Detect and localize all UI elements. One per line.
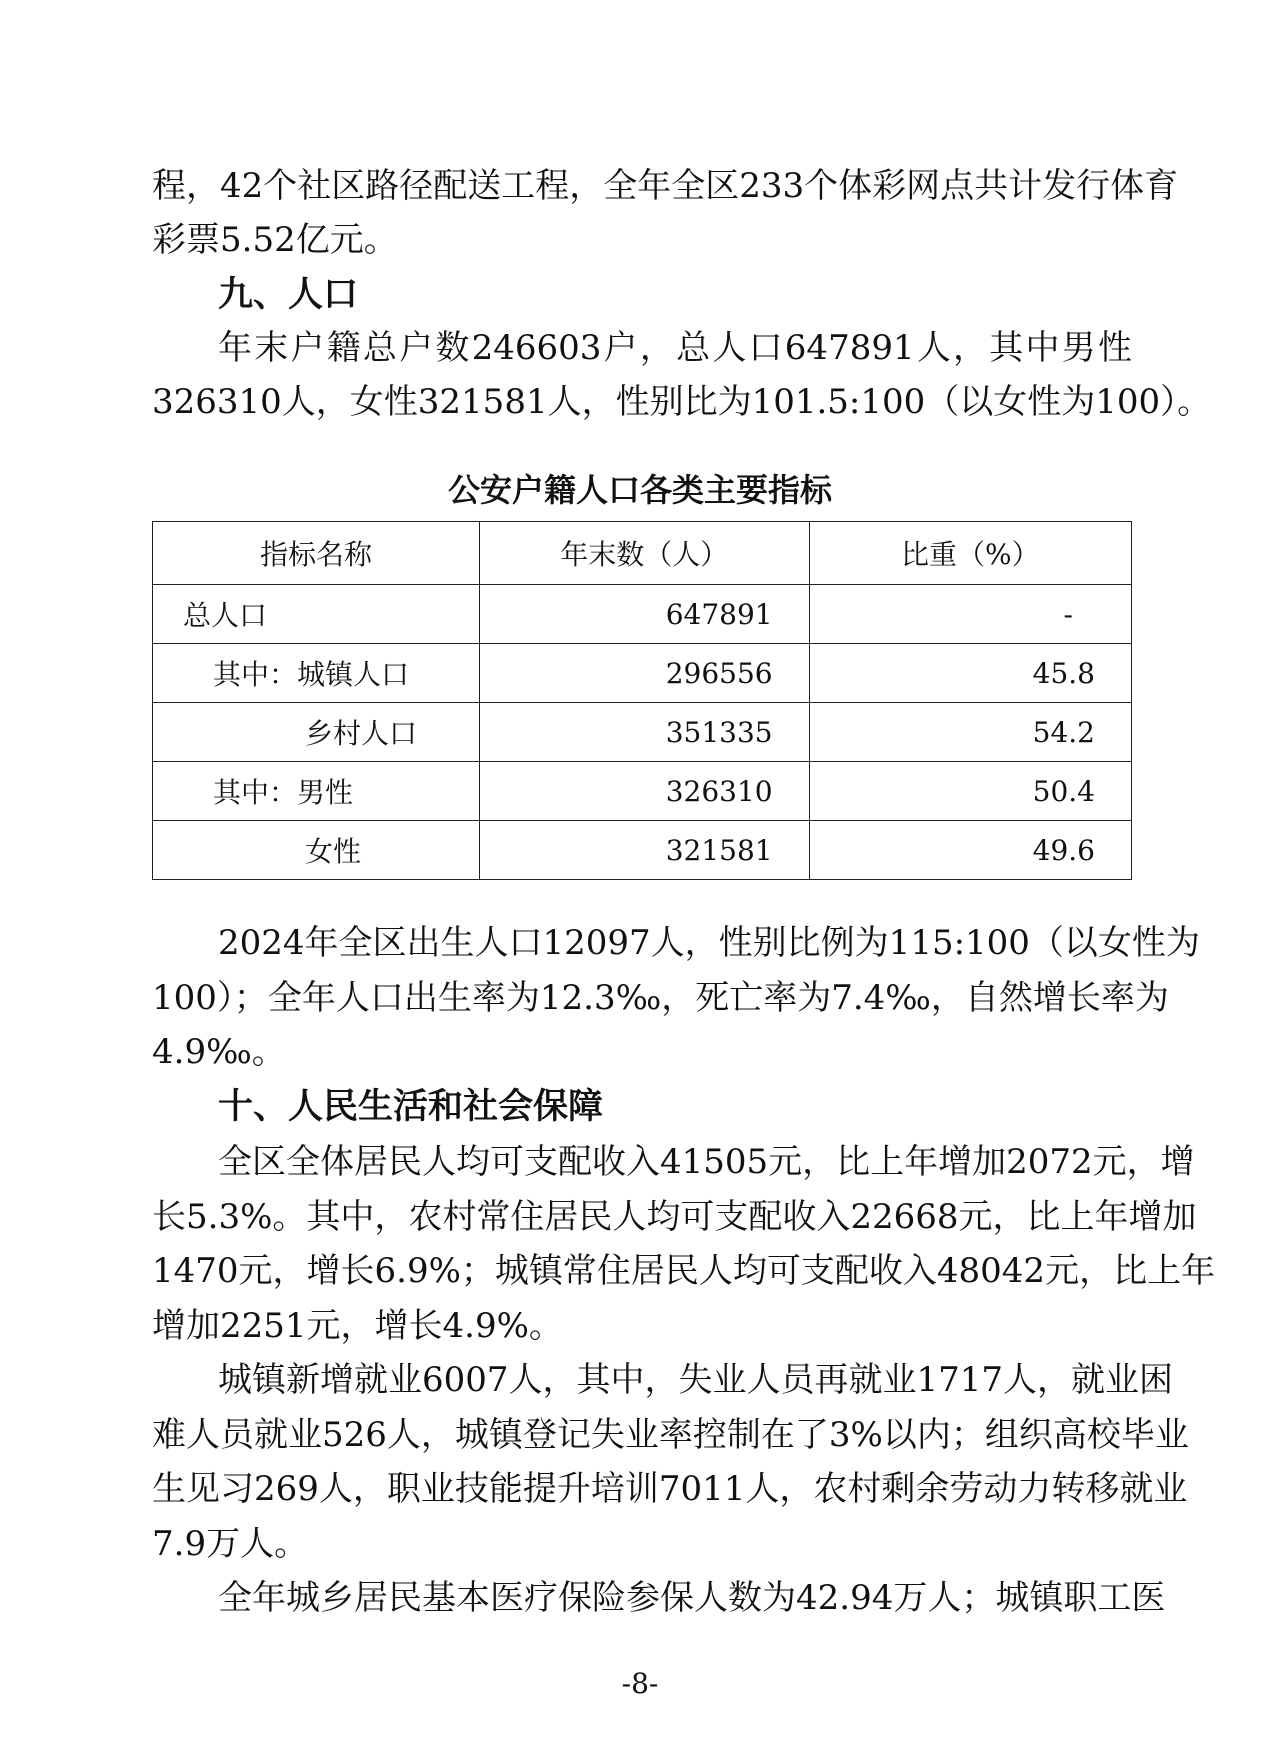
- section-heading-population: 九、人口: [218, 275, 359, 315]
- body-text-line: 增加2251元，增长4.9%。: [152, 1306, 563, 1346]
- table-row: [153, 821, 1132, 880]
- page-number: -8-: [621, 1667, 659, 1700]
- row-label: 乡村人口: [153, 703, 480, 762]
- body-text-line: 2024年全区出生人口12097人，性别比例为115:100（以女性为: [218, 923, 1200, 963]
- body-text-line: 难人员就业526人，城镇登记失业率控制在了3%以内；组织高校毕业: [152, 1415, 1189, 1455]
- body-text-line: 7.9万人。: [152, 1524, 309, 1564]
- table-row: [153, 762, 1132, 821]
- row-value: 351335: [479, 703, 809, 762]
- table-header-row: [153, 522, 1132, 585]
- row-label: 总人口: [153, 585, 480, 644]
- column-header-indicator: 指标名称: [153, 522, 480, 585]
- body-text-line: 1470元，增长6.9%；城镇常住居民人均可支配收入48042元，比上年: [152, 1251, 1216, 1291]
- row-label: 其中：男性: [153, 762, 480, 821]
- population-indicators-table: [152, 521, 1132, 880]
- body-text-line: 100）；全年人口出生率为12.3‰，死亡率为7.4‰，自然增长率为: [152, 978, 1169, 1018]
- body-text-line: 326310人，女性321581人，性别比为101.5:100（以女性为100）。: [152, 382, 1212, 422]
- table-row: [153, 703, 1132, 762]
- body-text-line: 长5.3%。其中，农村常住居民人均可支配收入22668元，比上年增加: [152, 1197, 1197, 1237]
- table-row: [153, 644, 1132, 703]
- row-share: 45.8: [809, 644, 1131, 703]
- row-share: 50.4: [809, 762, 1131, 821]
- body-text-line: 程，42个社区路径配送工程，全年全区233个体彩网点共计发行体育: [152, 166, 1179, 206]
- body-text-line: 全区全体居民人均可支配收入41505元，比上年增加2072元，增: [218, 1142, 1195, 1182]
- body-text-line: 彩票5.52亿元。: [152, 220, 398, 260]
- row-label: 其中：城镇人口: [153, 644, 480, 703]
- row-share: 49.6: [809, 821, 1131, 880]
- body-text-line: 4.9‰。: [152, 1032, 286, 1072]
- section-heading-living-standards: 十、人民生活和社会保障: [218, 1087, 604, 1127]
- row-label: 女性: [153, 821, 480, 880]
- body-text-line: 年末户籍总户数246603户，总人口647891人，其中男性: [218, 328, 1132, 368]
- row-value: 296556: [479, 644, 809, 703]
- column-header-share: 比重（%）: [809, 522, 1131, 585]
- row-value: 647891: [479, 585, 809, 644]
- row-value: 321581: [479, 821, 809, 880]
- column-header-year-end: 年末数（人）: [479, 522, 809, 585]
- row-share: 54.2: [809, 703, 1131, 762]
- body-text-line: 生见习269人，职业技能提升培训7011人，农村剩余劳动力转移就业: [152, 1469, 1188, 1509]
- body-text-line: 城镇新增就业6007人，其中，失业人员再就业1717人，就业困: [218, 1360, 1174, 1400]
- body-text-line: 全年城乡居民基本医疗保险参保人数为42.94万人；城镇职工医: [218, 1578, 1166, 1618]
- table-row: [153, 585, 1132, 644]
- table-title: 公安户籍人口各类主要指标: [447, 471, 832, 509]
- row-value: 326310: [479, 762, 809, 821]
- row-share: -: [809, 585, 1131, 644]
